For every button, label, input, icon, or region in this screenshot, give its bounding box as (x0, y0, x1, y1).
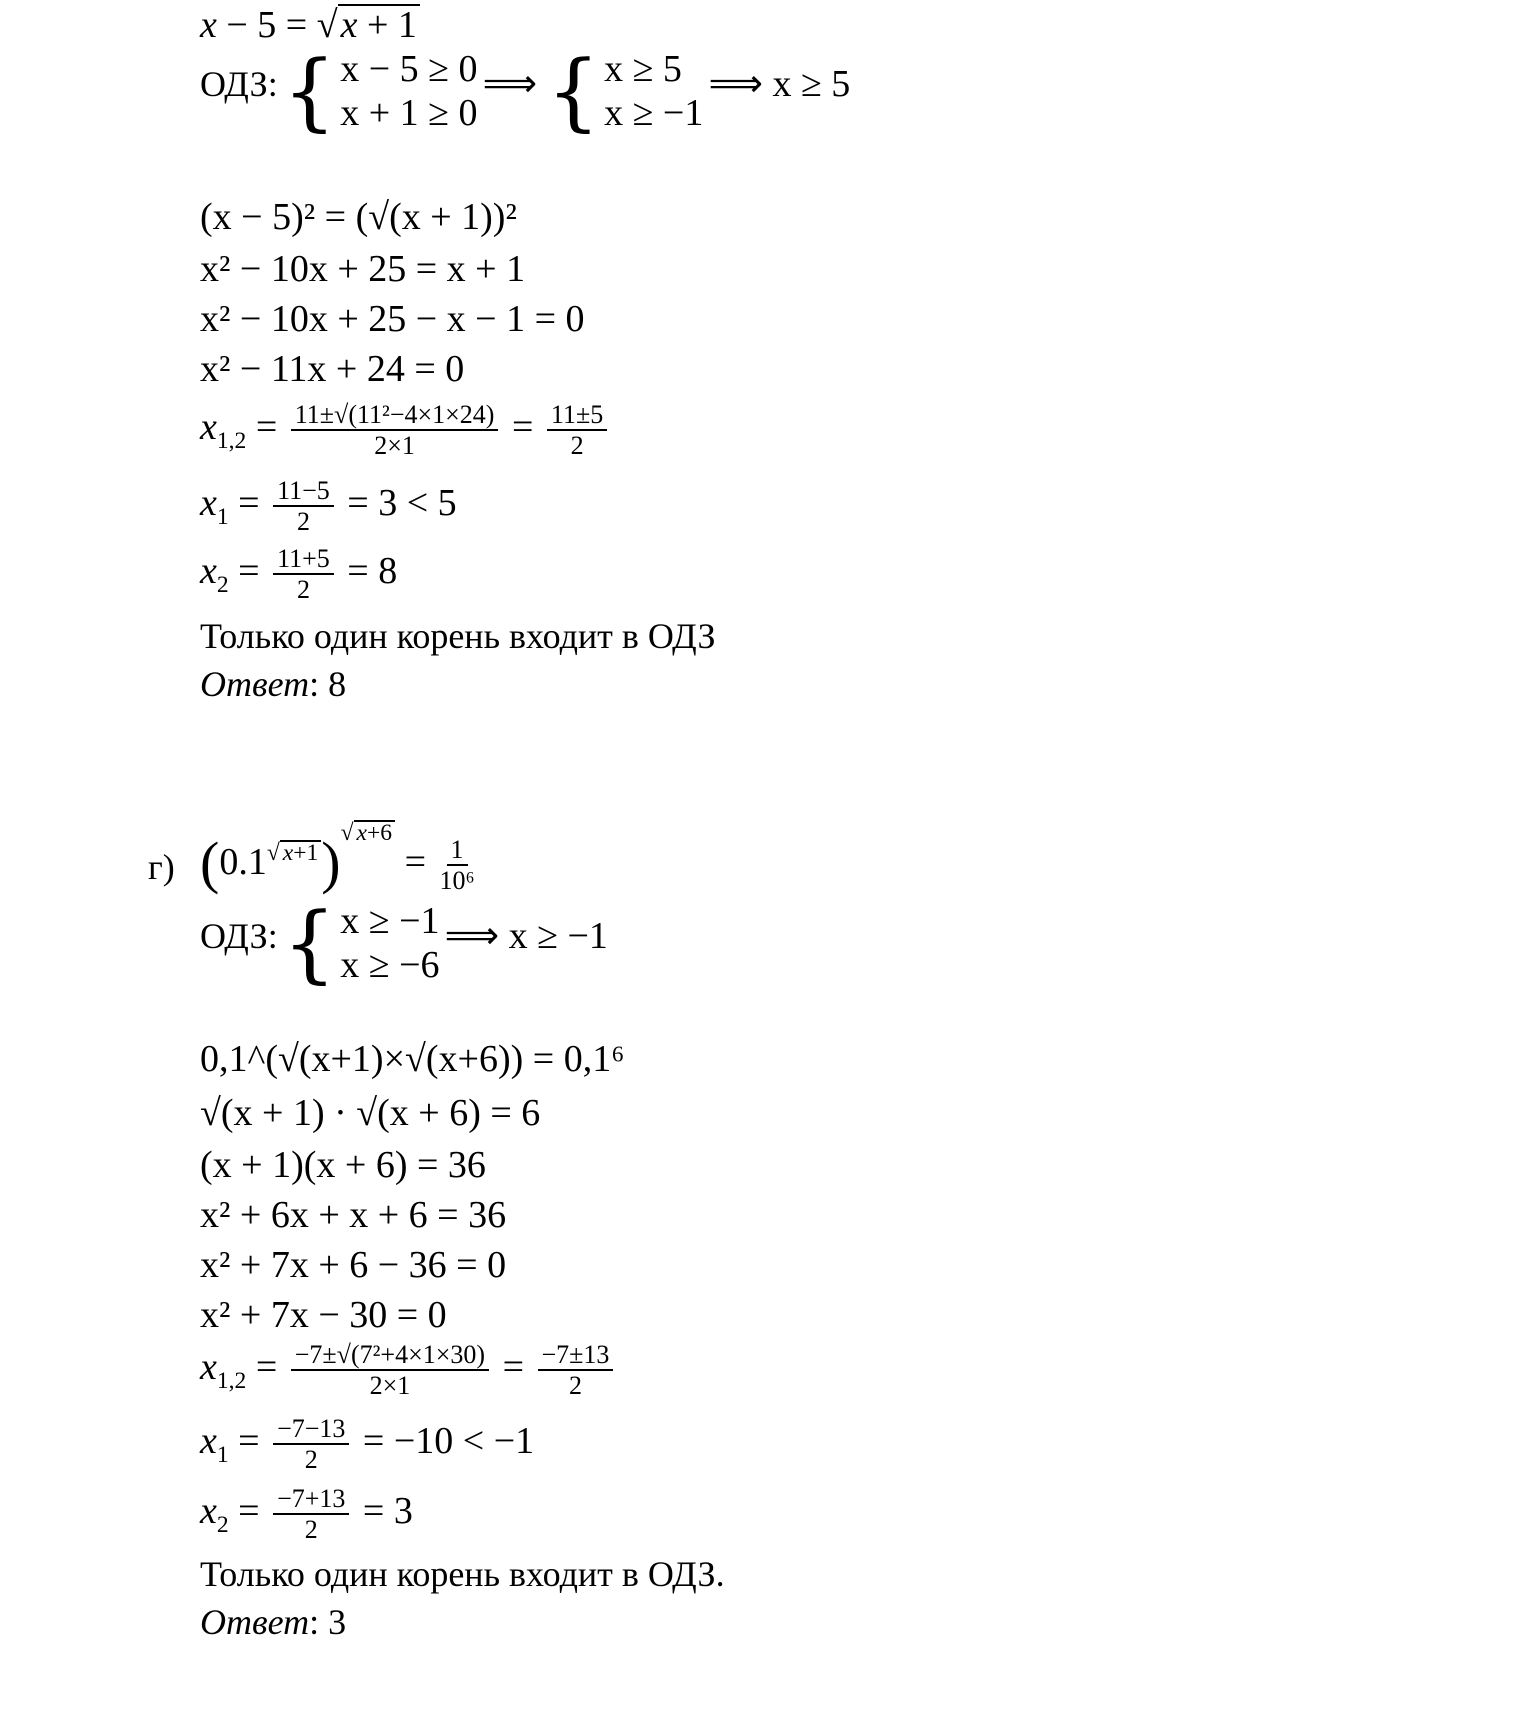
step: (x − 5)² = (√(x + 1))² (200, 196, 517, 238)
odz-system: { x ≥ −1 x ≥ −6 (282, 893, 440, 992)
step: x² − 11x + 24 = 0 (200, 348, 465, 390)
eq-1: x − 5 = √x + 1 (200, 4, 420, 44)
answer-label: Ответ (200, 664, 310, 704)
step: (x + 1)(x + 6) = 36 (200, 1144, 486, 1186)
odz-row: x − 5 ≥ 0 (340, 48, 478, 90)
root-x1: $x_1$ = $\frac{-7-13}{2}$ = −10 < −1 (200, 1414, 535, 1474)
odz-result: ⟹ x ≥ −1 (444, 915, 608, 958)
part-label: г) (148, 847, 175, 887)
discriminant: $x_{1,2}$ = $\frac{\text{−7±√(7²+4×1×30)}}{2\times 1}$ = $\frac{-7\pm 13}{2}$ (200, 1342, 617, 1399)
odz-system-2: { x ≥ 5 x ≥ −1 (546, 41, 704, 140)
discriminant: $x_{1,2}$ = $\frac{\text{11±√(11²−4×1×24)}}{2\times 1}$ = $\frac{11\pm 5}{2}$ (200, 402, 611, 459)
odz-row: x + 1 ≥ 0 (340, 91, 478, 134)
odz-label: ОДЗ: (200, 916, 278, 957)
odz-row: x ≥ 5 (604, 48, 682, 90)
root-x2: $x_2$ = $\frac{-7+13}{2}$ = 3 (200, 1484, 413, 1544)
step: x² − 10x + 25 − x − 1 = 0 (200, 298, 585, 340)
eq-2: $(0.1^{√ x+1})^{√ x+6}$ = $\frac{1}{\text{10⁶}}$ (200, 820, 475, 895)
step: x² + 7x − 30 = 0 (200, 1294, 447, 1336)
step: √(x + 1) · √(x + 6) = 6 (200, 1092, 541, 1134)
answer (200, 1604, 346, 1640)
root-x1: $x_1$ = $\frac{11-5}{2}$ = 3 < 5 (200, 476, 457, 536)
odz-row: x ≥ −1 (340, 900, 440, 942)
note: Только один корень входит в ОДЗ. (200, 1554, 725, 1594)
odz-1: ОДЗ: { x − 5 ≥ 0 x + 1 ≥ 0 ⟹ { x ≥ 5 x ≥ −1 ⟹ x ≥ 5 (200, 41, 851, 140)
odz-label: ОДЗ: (200, 64, 278, 105)
note: Только один корень входит в ОДЗ (200, 616, 716, 656)
step: 0,1^(√(x+1)×√(x+6)) = 0,1⁶ (200, 1038, 625, 1080)
answer-value: : 3 (309, 1602, 347, 1642)
odz-system-1: { x − 5 ≥ 0 x + 1 ≥ 0 (282, 41, 478, 140)
odz-2 (200, 893, 608, 992)
odz-row: x ≥ −6 (340, 943, 440, 986)
step: x² − 10x + 25 = x + 1 (200, 248, 526, 290)
step: x² + 6x + x + 6 = 36 (200, 1194, 507, 1236)
answer (200, 666, 346, 702)
odz-result: ⟹ x ≥ 5 (708, 63, 851, 106)
odz-row: x ≥ −1 (604, 91, 704, 134)
root-x2: $x_2$ = $\frac{11+5}{2}$ = 8 (200, 544, 398, 604)
answer-label: Ответ (200, 1602, 310, 1642)
step: x² + 7x + 6 − 36 = 0 (200, 1244, 507, 1286)
answer-value: : 8 (309, 664, 347, 704)
